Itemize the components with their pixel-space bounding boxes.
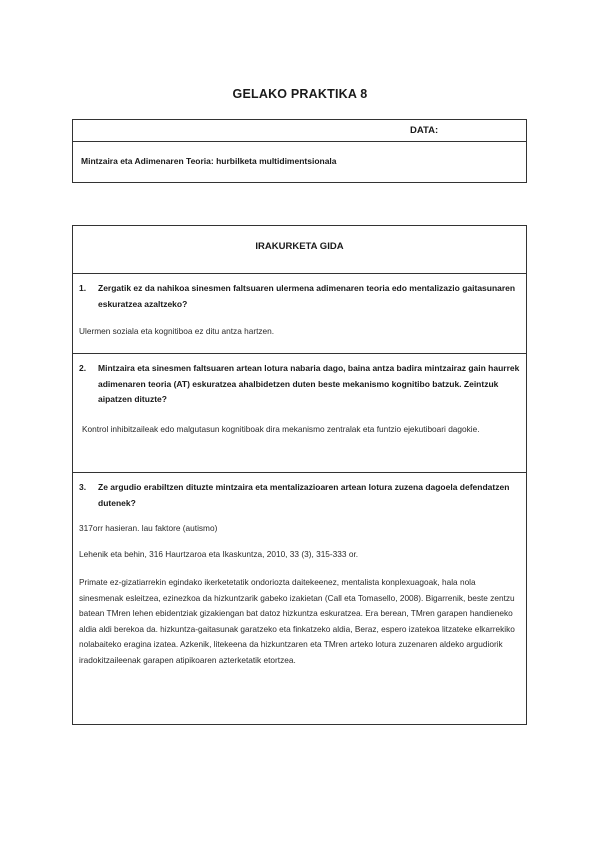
question-section-3 xyxy=(73,472,526,724)
question-number: 1. xyxy=(79,283,87,293)
question-number: 2. xyxy=(79,363,87,373)
question-text: Ze argudio erabiltzen dituzte mintzaira eta mentalizazioaren artean lotura zuzena dagoela defendatzen dutenek? xyxy=(98,482,510,508)
answer-2: Kontrol inhibitzaileak edo malgutasun kognitiboak dira mekanismo zentralak eta funtzio ejekutiboari dagokie. xyxy=(82,424,480,434)
question-section-2 xyxy=(73,353,526,473)
header-table xyxy=(72,119,527,183)
subject-title: Mintzaira eta Adimenaren Teoria: hurbilketa multidimentsionala xyxy=(81,156,337,166)
question-3 xyxy=(79,480,520,511)
date-label: DATA: xyxy=(410,125,439,136)
answer-1: Ulermen soziala eta kognitiboa ez ditu antza hartzen. xyxy=(79,326,275,336)
question-text: Zergatik ez da nahikoa sinesmen faltsuaren ulermena adimenaren teoria edo mentalizazio gaitasunaren eskuratzea azaltzeko? xyxy=(98,283,516,309)
question-1 xyxy=(79,281,520,312)
answer-3-line-2: Lehenik eta behin, 316 Haurtzaroa eta Ikaskuntza, 2010, 33 (3), 315-333 or. xyxy=(79,549,359,559)
page-title: GELAKO PRAKTIKA 8 xyxy=(232,87,368,101)
question-text: Mintzaira eta sinesmen faltsuaren artean lotura nabaria dago, baina antza badira mintzairaz gain haurrek adimenaren teoria (AT) eskuratzea ahalbidetzen duten beste mekanismo kognitibo batzuk. Zeintzuk aipatzen dituzte? xyxy=(98,363,520,404)
answer-3-line-1: 317orr hasieran. lau faktore (autismo) xyxy=(79,523,218,533)
question-2 xyxy=(79,361,520,408)
question-section-1 xyxy=(73,273,526,354)
guide-header-row xyxy=(73,226,526,274)
guide-title: IRAKURKETA GIDA xyxy=(255,241,344,252)
question-number: 3. xyxy=(79,482,87,492)
answer-3-paragraph: Primate ez-gizatiarrekin egindako ikerketetatik ondoriozta daitekeenez, mentalista konplexuagoak, hala nola sinesmenak esleitzea, ezinezkoa da hizkuntzarik gabeko izakietan (Call eta Tomasello, 2008). Bigarrenik, beste zentzu batean TMren lehen ebidentziak gizakiengan bat datoz hizkuntza eskuratzea. Era berean, TMren garapen handieneko aldia aldi berekoa da. hizkuntza-gaitasunak garatzeko eta finkatzeko aldia, Beraz, espero izatekoa litzateke elkarrekiko nolabaiteko eragina izatea. Azkenik, litekeena da hizkuntzaren eta TMren arteko lotura zuzenaren aldeko argudiorik iradokitzaileenak garapen atipikoaren azterketatik etortzea. xyxy=(79,577,515,665)
date-row xyxy=(73,120,526,142)
reading-guide-table xyxy=(72,225,527,725)
